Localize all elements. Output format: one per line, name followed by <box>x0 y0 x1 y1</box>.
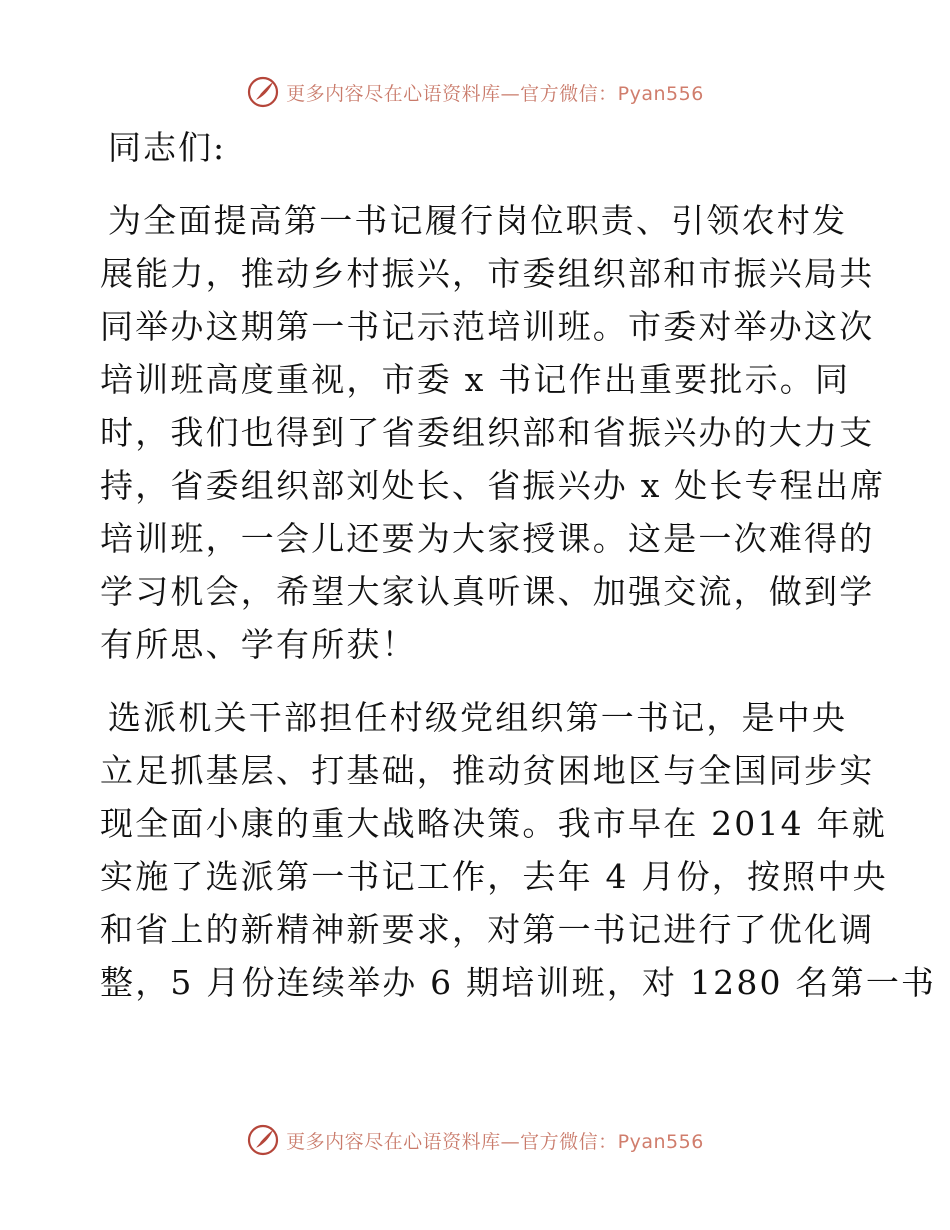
header-watermark <box>0 72 950 112</box>
text-line: 有所思、学有所获！ <box>100 625 417 664</box>
watermark-text <box>286 1127 704 1154</box>
watermark-wechat-id: Pyan556 <box>617 1130 704 1153</box>
feather-pen-logo-icon <box>246 75 280 109</box>
text-line: 立足抓基层、打基础，推动贫困地区与全国同步实 <box>100 751 875 790</box>
text-line: 选派机关干部担任村级党组织第一书记，是中央 <box>108 698 848 737</box>
greeting: 同志们: <box>108 128 227 167</box>
text-line: 持，省委组织部刘处长、省振兴办 x 处长专程出席 <box>100 466 886 505</box>
text-line: 同举办这期第一书记示范培训班。市委对举办这次 <box>100 307 875 346</box>
text-line: 为全面提高第一书记履行岗位职责、引领农村发 <box>108 201 848 240</box>
paragraph-1 <box>100 194 886 671</box>
feather-pen-logo-icon <box>246 1123 280 1157</box>
text-line: 现全面小康的重大战略决策。我市早在 2014 年就 <box>100 804 887 843</box>
footer-watermark <box>0 1120 950 1160</box>
text-line: 展能力，推动乡村振兴，市委组织部和市振兴局共 <box>100 254 875 293</box>
watermark-label: 更多内容尽在心语资料库—官方微信： <box>286 1130 618 1153</box>
watermark-label: 更多内容尽在心语资料库—官方微信： <box>286 82 618 105</box>
document-body <box>100 122 937 1029</box>
text-line: 实施了选派第一书记工作，去年 4 月份，按照中央 <box>100 857 888 896</box>
watermark-text <box>286 79 704 106</box>
paragraph-2 <box>100 691 937 1009</box>
text-line: 和省上的新精神新要求，对第一书记进行了优化调 <box>100 910 875 949</box>
text-line: 整，5 月份连续举办 6 期培训班，对 1280 名第一书 <box>100 963 937 1002</box>
text-line: 培训班高度重视，市委 x 书记作出重要批示。同 <box>100 360 851 399</box>
text-line: 学习机会，希望大家认真听课、加强交流，做到学 <box>100 572 875 611</box>
watermark-wechat-id: Pyan556 <box>617 82 704 105</box>
text-line: 培训班，一会儿还要为大家授课。这是一次难得的 <box>100 519 875 558</box>
text-line: 时，我们也得到了省委组织部和省振兴办的大力支 <box>100 413 875 452</box>
